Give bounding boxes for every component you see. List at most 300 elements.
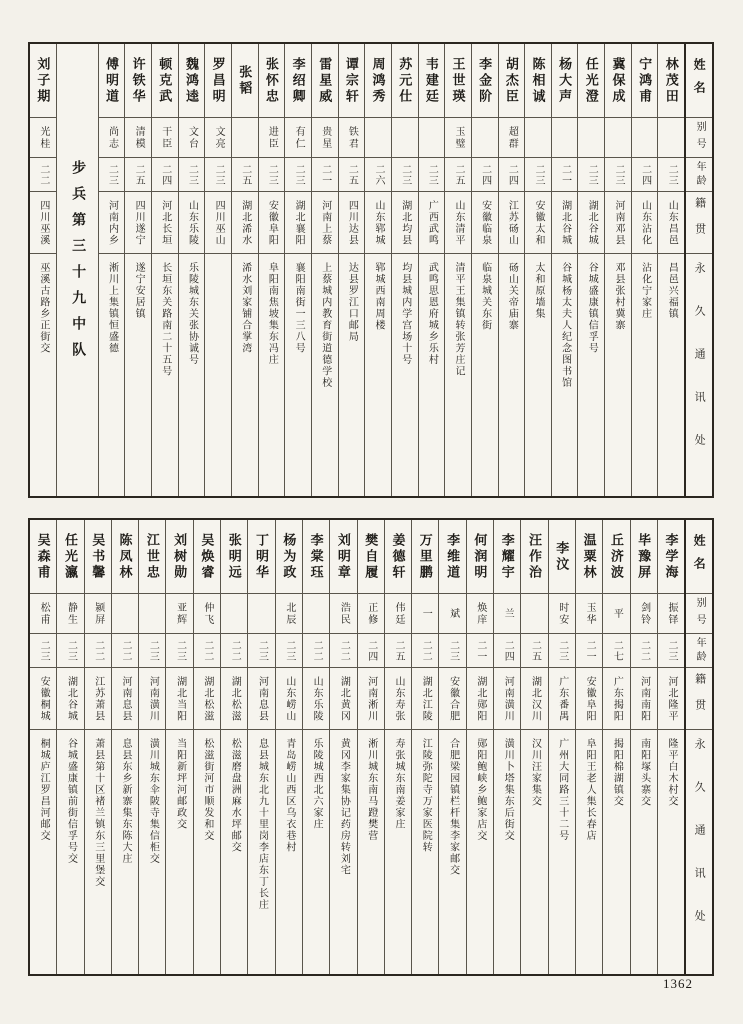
person-name: 刘子期 xyxy=(35,56,51,105)
person-address: 桐城庐江罗昌河邮交 xyxy=(38,738,50,842)
header-alias-cell xyxy=(686,594,712,634)
person-column xyxy=(551,44,578,496)
person-name-cell xyxy=(303,520,329,594)
person-age: 二三 xyxy=(106,163,118,186)
person-name: 魏鸿逵 xyxy=(183,56,199,105)
person-age-cell xyxy=(499,158,525,192)
person-native: 山东乐陵 xyxy=(186,199,198,246)
person-age: 二四 xyxy=(365,639,377,662)
person-name: 谭宗轩 xyxy=(343,56,359,105)
person-native: 安徽临泉 xyxy=(479,199,491,246)
person-address: 遂宁安居镇 xyxy=(133,262,145,320)
person-name: 陈凤林 xyxy=(117,532,133,581)
person-age-cell xyxy=(339,158,365,192)
person-alias-cell xyxy=(221,594,247,634)
person-age-cell xyxy=(603,634,629,668)
person-alias-cell xyxy=(259,118,285,158)
person-name-cell xyxy=(472,44,498,118)
person-alias-cell xyxy=(605,118,631,158)
person-column xyxy=(498,44,525,496)
person-column xyxy=(604,44,631,496)
person-age: 二三 xyxy=(532,163,544,186)
person-column xyxy=(444,44,471,496)
person-age: 二三 xyxy=(556,639,568,662)
person-name: 顿克武 xyxy=(157,56,173,105)
person-address-cell xyxy=(205,254,231,496)
person-native-cell xyxy=(525,192,551,254)
header-age-label: 年龄 xyxy=(694,636,706,665)
header-alias-cell xyxy=(686,118,712,158)
person-alias-cell xyxy=(194,594,220,634)
person-column xyxy=(411,520,438,974)
person-name-cell xyxy=(439,520,465,594)
person-name-cell xyxy=(467,520,493,594)
person-alias: 北辰 xyxy=(283,601,295,626)
person-alias: 剑铃 xyxy=(638,601,650,626)
person-name-cell xyxy=(30,520,56,594)
person-age: 二二 xyxy=(92,639,104,662)
person-column xyxy=(178,44,205,496)
person-native: 河南南阳 xyxy=(638,675,650,722)
person-alias-cell xyxy=(57,594,83,634)
person-address-cell xyxy=(419,254,445,496)
person-column xyxy=(631,44,658,496)
person-native: 湖北谷城 xyxy=(586,199,598,246)
person-address-cell xyxy=(232,254,258,496)
person-age-cell xyxy=(494,634,520,668)
person-alias-cell xyxy=(472,118,498,158)
person-name-cell xyxy=(445,44,471,118)
person-alias-cell xyxy=(125,118,151,158)
person-alias: 光桂 xyxy=(37,125,49,150)
person-name-cell xyxy=(285,44,311,118)
person-native: 山东崂山 xyxy=(283,675,295,722)
person-alias-cell xyxy=(412,594,438,634)
person-alias: 文亮 xyxy=(213,125,225,150)
header-address-cell xyxy=(686,730,712,974)
person-alias-cell xyxy=(631,594,657,634)
person-age-cell xyxy=(125,158,151,192)
person-name: 苏元仕 xyxy=(397,56,413,105)
person-address-cell xyxy=(632,254,658,496)
header-native-label: 籍贯 xyxy=(693,672,706,725)
person-name-cell xyxy=(603,520,629,594)
person-column xyxy=(30,44,56,496)
person-address: 萧县第十区褚兰镇东三里堡交 xyxy=(92,738,104,888)
person-alias: 静生 xyxy=(65,601,77,626)
person-alias: 玉璧 xyxy=(453,125,465,150)
person-address: 黄冈李家集协记药房转刘宅 xyxy=(338,738,350,876)
person-native-cell xyxy=(312,192,338,254)
person-address-cell xyxy=(445,254,471,496)
person-address-cell xyxy=(499,254,525,496)
person-native-cell xyxy=(521,668,547,730)
person-column xyxy=(138,520,165,974)
person-age: 二三 xyxy=(174,639,186,662)
person-name: 罗昌明 xyxy=(210,56,226,105)
person-address: 砀山关帝庙寨 xyxy=(506,262,518,331)
person-name-cell xyxy=(419,44,445,118)
person-alias-cell xyxy=(112,594,138,634)
person-address-cell xyxy=(339,254,365,496)
person-address-cell xyxy=(259,254,285,496)
person-name-cell xyxy=(385,520,411,594)
person-address: 谷城杨太夫人纪念图书馆 xyxy=(559,262,571,389)
person-address-cell xyxy=(549,730,575,974)
person-age-cell xyxy=(221,634,247,668)
person-age-cell xyxy=(578,158,604,192)
person-address: 息县城东北九十里岗李店东丁长庄 xyxy=(256,738,268,911)
person-age-cell xyxy=(85,634,111,668)
person-address: 汉川汪家集交 xyxy=(529,738,541,807)
person-column xyxy=(391,44,418,496)
person-column xyxy=(524,44,551,496)
person-native: 山东沾化 xyxy=(639,199,651,246)
person-column xyxy=(548,520,575,974)
person-alias-cell xyxy=(99,118,125,158)
person-age-cell xyxy=(552,158,578,192)
person-column xyxy=(493,520,520,974)
person-name: 林茂田 xyxy=(663,56,679,105)
person-name-cell xyxy=(85,520,111,594)
person-alias-cell xyxy=(232,118,258,158)
person-native-cell xyxy=(419,192,445,254)
person-native: 安徽桐城 xyxy=(38,675,50,722)
person-native: 湖北江陵 xyxy=(420,675,432,722)
person-native-cell xyxy=(412,668,438,730)
person-age: 二二 xyxy=(311,639,323,662)
person-alias-cell xyxy=(576,594,602,634)
person-age: 二三 xyxy=(293,163,305,186)
person-alias: 兰 xyxy=(502,607,514,620)
person-address: 寿张城东南姜家庄 xyxy=(393,738,404,830)
person-age: 二四 xyxy=(639,163,651,186)
person-name: 汪作治 xyxy=(526,532,542,581)
person-native: 安徽太和 xyxy=(532,199,544,246)
person-age: 二三 xyxy=(65,639,77,662)
person-alias: 浩民 xyxy=(338,601,350,626)
person-address-cell xyxy=(166,730,192,974)
person-alias-cell xyxy=(603,594,629,634)
person-name: 温粟林 xyxy=(581,532,597,581)
person-address: 淅川上集镇恒盛德 xyxy=(106,262,118,354)
person-native: 山东清平 xyxy=(453,199,465,246)
person-address: 武鸣思恩府城乡乐村 xyxy=(426,262,438,366)
person-address: 襄阳南街一三八号 xyxy=(293,262,305,354)
header-age-cell xyxy=(686,158,712,192)
person-name: 任光澄 xyxy=(583,56,599,105)
person-name: 宁鸿甫 xyxy=(637,56,653,105)
person-native: 河南淅川 xyxy=(365,675,377,722)
person-address-cell xyxy=(276,730,302,974)
person-native-cell xyxy=(631,668,657,730)
person-alias-cell xyxy=(392,118,418,158)
person-age: 二五 xyxy=(133,163,145,186)
person-alias-cell xyxy=(152,118,178,158)
person-age-cell xyxy=(166,634,192,668)
person-alias: 仲飞 xyxy=(201,601,213,626)
person-native-cell xyxy=(603,668,629,730)
person-column xyxy=(575,520,602,974)
person-age: 二六 xyxy=(373,163,385,186)
person-age: 二三 xyxy=(665,639,677,662)
person-native: 山东乐陵 xyxy=(311,675,323,722)
person-native-cell xyxy=(303,668,329,730)
person-name-cell xyxy=(232,44,258,118)
person-address-cell xyxy=(385,730,411,974)
person-address: 太和原墙集 xyxy=(532,262,544,320)
person-address: 隆平白木村交 xyxy=(665,738,677,807)
person-address: 乐陵城东关张协诚号 xyxy=(186,262,198,366)
person-alias-cell xyxy=(179,118,205,158)
person-alias-cell xyxy=(312,118,338,158)
person-alias: 平 xyxy=(611,607,623,620)
person-alias-cell xyxy=(632,118,658,158)
person-column xyxy=(30,520,56,974)
person-address-cell xyxy=(248,730,274,974)
person-age-cell xyxy=(30,634,56,668)
person-age-cell xyxy=(445,158,471,192)
person-native-cell xyxy=(139,668,165,730)
person-name-cell xyxy=(221,520,247,594)
person-age-cell xyxy=(631,634,657,668)
person-name-cell xyxy=(194,520,220,594)
person-native: 江苏萧县 xyxy=(92,675,104,722)
person-native-cell xyxy=(605,192,631,254)
person-column xyxy=(258,44,285,496)
person-native-cell xyxy=(392,192,418,254)
person-alias-cell xyxy=(276,594,302,634)
person-address: 松滋磨盘洲麻水坪邮交 xyxy=(229,738,241,853)
person-alias-cell xyxy=(303,594,329,634)
person-native: 四川达县 xyxy=(346,199,358,246)
person-native: 湖北当阳 xyxy=(174,675,186,722)
person-alias-cell xyxy=(205,118,231,158)
person-alias: 铁君 xyxy=(346,125,358,150)
person-address-cell xyxy=(392,254,418,496)
person-column xyxy=(124,44,151,496)
person-alias: 亚辉 xyxy=(174,601,186,626)
person-age: 二三 xyxy=(38,639,50,662)
person-age-cell xyxy=(521,634,547,668)
person-native-cell xyxy=(276,668,302,730)
person-name-cell xyxy=(205,44,231,118)
person-address: 潢川城东伞陂寺集信柜交 xyxy=(147,738,159,865)
person-column xyxy=(657,44,684,496)
person-native-cell xyxy=(125,192,151,254)
person-address-cell xyxy=(439,730,465,974)
person-age-cell xyxy=(549,634,575,668)
person-age-cell xyxy=(365,158,391,192)
person-native-cell xyxy=(467,668,493,730)
person-name: 韦建廷 xyxy=(423,56,439,105)
person-age-cell xyxy=(439,634,465,668)
person-native-cell xyxy=(385,668,411,730)
person-alias-cell xyxy=(330,594,356,634)
person-native: 湖北谷城 xyxy=(559,199,571,246)
person-alias: 玉华 xyxy=(584,601,596,626)
person-alias-cell xyxy=(358,594,384,634)
person-column xyxy=(193,520,220,974)
person-alias: 文台 xyxy=(186,125,198,150)
person-address-cell xyxy=(605,254,631,496)
person-name: 李绍卿 xyxy=(290,56,306,105)
person-column xyxy=(284,44,311,496)
person-name-cell xyxy=(525,44,551,118)
person-alias-cell xyxy=(339,118,365,158)
header-alias-label: 别号 xyxy=(694,596,706,631)
person-age-cell xyxy=(525,158,551,192)
person-alias: 斌 xyxy=(447,607,459,620)
person-address-cell xyxy=(494,730,520,974)
person-address-cell xyxy=(330,730,356,974)
person-address: 揭阳棉湖镇交 xyxy=(611,738,623,807)
person-address: 均县城内学宫场十号 xyxy=(399,262,411,366)
person-native: 河南息县 xyxy=(120,675,132,722)
person-alias-cell xyxy=(385,594,411,634)
person-native-cell xyxy=(152,192,178,254)
person-name: 李棠珏 xyxy=(308,532,324,581)
person-alias-cell xyxy=(658,594,684,634)
person-name-cell xyxy=(605,44,631,118)
person-name-cell xyxy=(276,520,302,594)
person-age: 二三 xyxy=(147,639,159,662)
person-age-cell xyxy=(658,634,684,668)
person-native-cell xyxy=(365,192,391,254)
person-name: 张明远 xyxy=(226,532,242,581)
roster-table-top xyxy=(28,42,714,498)
person-column xyxy=(357,520,384,974)
person-alias-cell xyxy=(521,594,547,634)
person-column xyxy=(204,44,231,496)
person-address: 临泉城关东街 xyxy=(479,262,491,331)
person-name-cell xyxy=(658,520,684,594)
person-age: 二二 xyxy=(420,639,432,662)
person-age: 二一 xyxy=(559,163,571,186)
person-address: 南阳塚头寨交 xyxy=(638,738,650,807)
person-alias: 一 xyxy=(420,607,432,620)
person-name-cell xyxy=(521,520,547,594)
person-age: 二五 xyxy=(239,163,251,186)
person-name: 何润明 xyxy=(472,532,488,581)
person-address-cell xyxy=(525,254,551,496)
person-alias: 尚志 xyxy=(106,125,118,150)
person-native: 湖北汉川 xyxy=(529,675,541,722)
person-name: 周鸿秀 xyxy=(370,56,386,105)
person-address: 巫溪古路乡正街交 xyxy=(37,262,49,354)
person-native: 山东昌邑 xyxy=(666,199,678,246)
person-name: 刘明章 xyxy=(335,532,351,581)
person-age: 二五 xyxy=(346,163,358,186)
person-age: 二四 xyxy=(506,163,518,186)
person-age-cell xyxy=(248,634,274,668)
person-age: 二五 xyxy=(453,163,465,186)
person-name: 杨为政 xyxy=(281,532,297,581)
person-address: 郓城西南周楼 xyxy=(373,262,385,331)
person-native-cell xyxy=(30,668,56,730)
person-native-cell xyxy=(259,192,285,254)
person-address-cell xyxy=(603,730,629,974)
person-name-cell xyxy=(330,520,356,594)
person-name: 刘树勋 xyxy=(172,532,188,581)
person-name: 胡杰臣 xyxy=(503,56,519,105)
person-native: 山东寿张 xyxy=(393,675,404,722)
person-age: 二三 xyxy=(256,639,268,662)
person-age-cell xyxy=(358,634,384,668)
person-address-cell xyxy=(30,254,56,496)
person-address-cell xyxy=(552,254,578,496)
person-column xyxy=(151,44,178,496)
person-age: 二五 xyxy=(393,639,404,662)
header-name-cell xyxy=(686,520,712,594)
person-native: 广东揭阳 xyxy=(611,675,623,722)
person-native: 河南息县 xyxy=(256,675,268,722)
person-name-cell xyxy=(30,44,56,118)
person-alias: 有仁 xyxy=(293,125,305,150)
person-age: 二五 xyxy=(529,639,541,662)
person-name-cell xyxy=(632,44,658,118)
person-name: 吴森甫 xyxy=(35,532,51,581)
person-native-cell xyxy=(439,668,465,730)
person-age-cell xyxy=(632,158,658,192)
unit-divider-column xyxy=(56,44,98,496)
person-native-cell xyxy=(99,192,125,254)
person-column xyxy=(384,520,411,974)
person-name-cell xyxy=(549,520,575,594)
person-age: 二三 xyxy=(283,639,295,662)
person-name-cell xyxy=(576,520,602,594)
person-age-cell xyxy=(285,158,311,192)
person-alias-cell xyxy=(658,118,684,158)
person-native-cell xyxy=(445,192,471,254)
person-address: 谷城盛康镇前街信孚号交 xyxy=(65,738,77,865)
person-native-cell xyxy=(85,668,111,730)
person-alias: 贵星 xyxy=(319,125,331,150)
person-native: 湖北均县 xyxy=(399,199,411,246)
person-column xyxy=(302,520,329,974)
person-alias-cell xyxy=(578,118,604,158)
person-name: 张韬 xyxy=(237,64,253,97)
person-address-cell xyxy=(631,730,657,974)
person-column xyxy=(657,520,684,974)
person-native-cell xyxy=(221,668,247,730)
person-native-cell xyxy=(57,668,83,730)
person-address-cell xyxy=(472,254,498,496)
person-native: 湖北松滋 xyxy=(201,675,213,722)
person-native: 河南内乡 xyxy=(106,199,118,246)
person-column xyxy=(630,520,657,974)
person-name: 丘济波 xyxy=(608,532,624,581)
person-age-cell xyxy=(194,634,220,668)
person-alias-cell xyxy=(30,118,56,158)
person-alias-cell xyxy=(419,118,445,158)
person-address: 浠水刘家铺合掌湾 xyxy=(239,262,251,354)
person-native: 湖北谷城 xyxy=(65,675,77,722)
person-native: 安徽阜阳 xyxy=(584,675,596,722)
person-column xyxy=(56,520,83,974)
person-native-cell xyxy=(658,668,684,730)
person-name-cell xyxy=(166,520,192,594)
person-name: 雷星威 xyxy=(317,56,333,105)
person-age-cell xyxy=(99,158,125,192)
person-column xyxy=(602,520,629,974)
person-native-cell xyxy=(494,668,520,730)
person-name: 李维道 xyxy=(445,532,461,581)
person-column xyxy=(275,520,302,974)
person-address: 潢川卜塔集东后街交 xyxy=(502,738,514,842)
person-age-cell xyxy=(412,634,438,668)
person-column xyxy=(165,520,192,974)
